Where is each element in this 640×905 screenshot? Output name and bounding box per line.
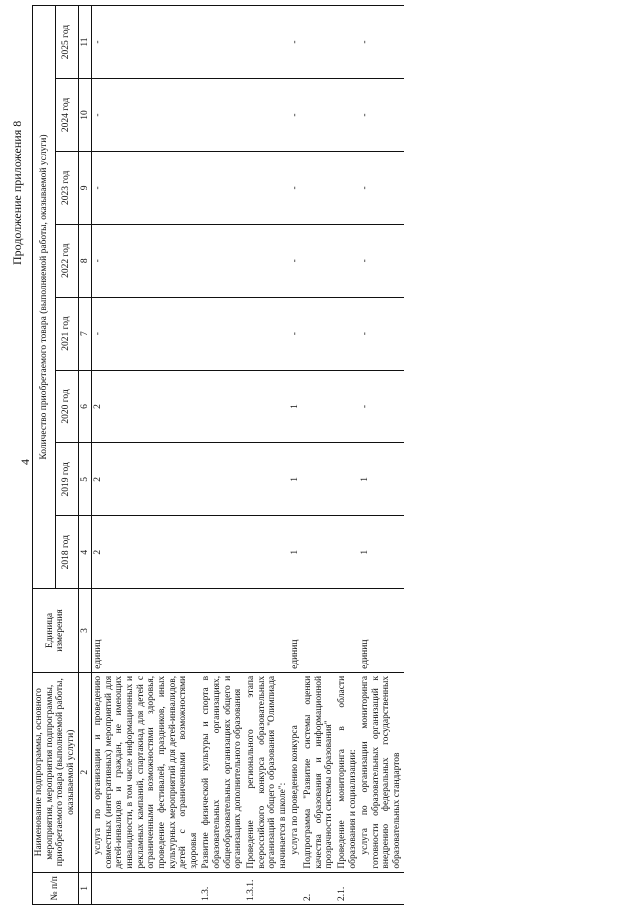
row-value (245, 297, 290, 370)
header-unit: Единица измерения (33, 589, 79, 673)
header-year: 2025 год (55, 6, 78, 79)
row-value: 1 (359, 443, 404, 516)
header-year: 2022 год (55, 224, 78, 297)
row-name: Проведение регионального этапа всероссийского конкурса образовательных организаций общего образования "Олимпиада начинается в школе": (245, 672, 290, 872)
row-value (336, 151, 359, 224)
row-value (302, 151, 336, 224)
row-value: 2 (92, 443, 201, 516)
row-value: 1 (289, 370, 302, 443)
table-row (302, 6, 336, 905)
column-number: 5 (78, 443, 92, 516)
row-number: 1.3.1. (245, 872, 290, 904)
header-quantity: Количество приобретаемого товара (выполняемой работы, оказываемой услуги) (33, 6, 56, 589)
row-number: 1.3. (200, 872, 245, 904)
row-value: - (289, 79, 302, 152)
row-unit (245, 589, 290, 673)
row-value: 1 (289, 516, 302, 589)
row-value: - (92, 151, 201, 224)
table-row (200, 6, 245, 905)
row-value (245, 516, 290, 589)
row-number (289, 872, 302, 904)
row-value (302, 297, 336, 370)
row-value: - (92, 224, 201, 297)
row-value: 2 (92, 516, 201, 589)
row-value (200, 151, 245, 224)
row-value (336, 443, 359, 516)
row-name: услуга по организации и проведению совместных (интегративных) мероприятий для детей-инвалидов и граждан, не имеющих инвалидности, в том числе информационных и рекламных кампаний, спартакиад для детей с ограниченными возможностями здоровья, проведение фестивалей, праздников, иных культурных мероприятий для детей-инвалидов, детей с ограниченными возможностями здоровья (92, 672, 201, 872)
row-name: Подпрограмма "Развитие системы оценки качества образования и информационной прозрачности системы образования" (302, 672, 336, 872)
row-unit (336, 589, 359, 673)
column-number: 3 (78, 589, 92, 673)
row-unit (200, 589, 245, 673)
row-value: - (92, 297, 201, 370)
row-number: 2. (302, 872, 336, 904)
row-value: 1 (289, 443, 302, 516)
row-value: 1 (359, 516, 404, 589)
row-number: 2.1. (336, 872, 359, 904)
column-number: 11 (78, 6, 92, 79)
row-value (336, 224, 359, 297)
row-value: - (289, 6, 302, 79)
row-unit: единиц (289, 589, 302, 673)
row-value: 2 (92, 370, 201, 443)
row-value: - (289, 297, 302, 370)
header-no: № п/п (33, 872, 79, 904)
column-number: 10 (78, 79, 92, 152)
row-value (200, 443, 245, 516)
row-value (336, 79, 359, 152)
row-name: Проведение мониторинга в области образования и социализации: (336, 672, 359, 872)
row-value (302, 516, 336, 589)
row-value: - (359, 6, 404, 79)
row-value: - (92, 6, 201, 79)
continuation-label: Продолжение приложения 8 (10, 120, 24, 265)
row-name: услуга по организации мониторинга готовности образовательных организаций к внедрению федеральных государственных образовательных стандартов (359, 672, 404, 872)
table-row (359, 6, 404, 905)
row-value (336, 6, 359, 79)
row-value: - (289, 151, 302, 224)
row-value (200, 370, 245, 443)
row-value (200, 79, 245, 152)
row-value (245, 6, 290, 79)
row-value: - (359, 79, 404, 152)
header-name: Наименование подпрограммы, основного мероприятия, мероприятия подпрограммы, приобретаемого товара (выполняемой работы, оказываемой услуги) (33, 672, 79, 872)
table-row (245, 6, 290, 905)
row-value (200, 516, 245, 589)
table-row (336, 6, 359, 905)
row-value (245, 443, 290, 516)
row-value: - (359, 297, 404, 370)
header-year: 2023 год (55, 151, 78, 224)
row-name: Развитие физической культуры и спорта в образовательных организациях, общеобразовательных организациях общего и организациях дополнительного образования (200, 672, 245, 872)
column-number: 2 (78, 672, 92, 872)
row-value (200, 297, 245, 370)
row-value (302, 224, 336, 297)
table-row (289, 6, 302, 905)
header-year: 2020 год (55, 370, 78, 443)
column-number: 1 (78, 872, 92, 904)
column-number: 8 (78, 224, 92, 297)
row-value (245, 151, 290, 224)
row-value (200, 6, 245, 79)
row-value: - (359, 370, 404, 443)
row-number (92, 872, 201, 904)
page-number: 4 (18, 459, 32, 465)
row-value: - (92, 79, 201, 152)
row-value (302, 79, 336, 152)
row-value (302, 443, 336, 516)
row-name: услуга по проведению конкурса (289, 672, 302, 872)
row-unit: единиц (359, 589, 404, 673)
row-value: - (359, 151, 404, 224)
row-unit: единиц (92, 589, 201, 673)
row-value: - (359, 224, 404, 297)
header-year: 2024 год (55, 79, 78, 152)
column-number: 4 (78, 516, 92, 589)
row-value (336, 297, 359, 370)
header-year: 2021 год (55, 297, 78, 370)
row-value: - (289, 224, 302, 297)
appendix-table (32, 5, 404, 905)
table-row (92, 6, 201, 905)
header-year: 2018 год (55, 516, 78, 589)
row-value (302, 370, 336, 443)
row-value (336, 516, 359, 589)
row-value (245, 79, 290, 152)
column-number: 9 (78, 151, 92, 224)
row-value (336, 370, 359, 443)
row-number (359, 872, 404, 904)
row-value (245, 224, 290, 297)
header-year: 2019 год (55, 443, 78, 516)
column-number: 7 (78, 297, 92, 370)
row-value (302, 6, 336, 79)
column-number: 6 (78, 370, 92, 443)
row-value (245, 370, 290, 443)
row-unit (302, 589, 336, 673)
row-value (200, 224, 245, 297)
